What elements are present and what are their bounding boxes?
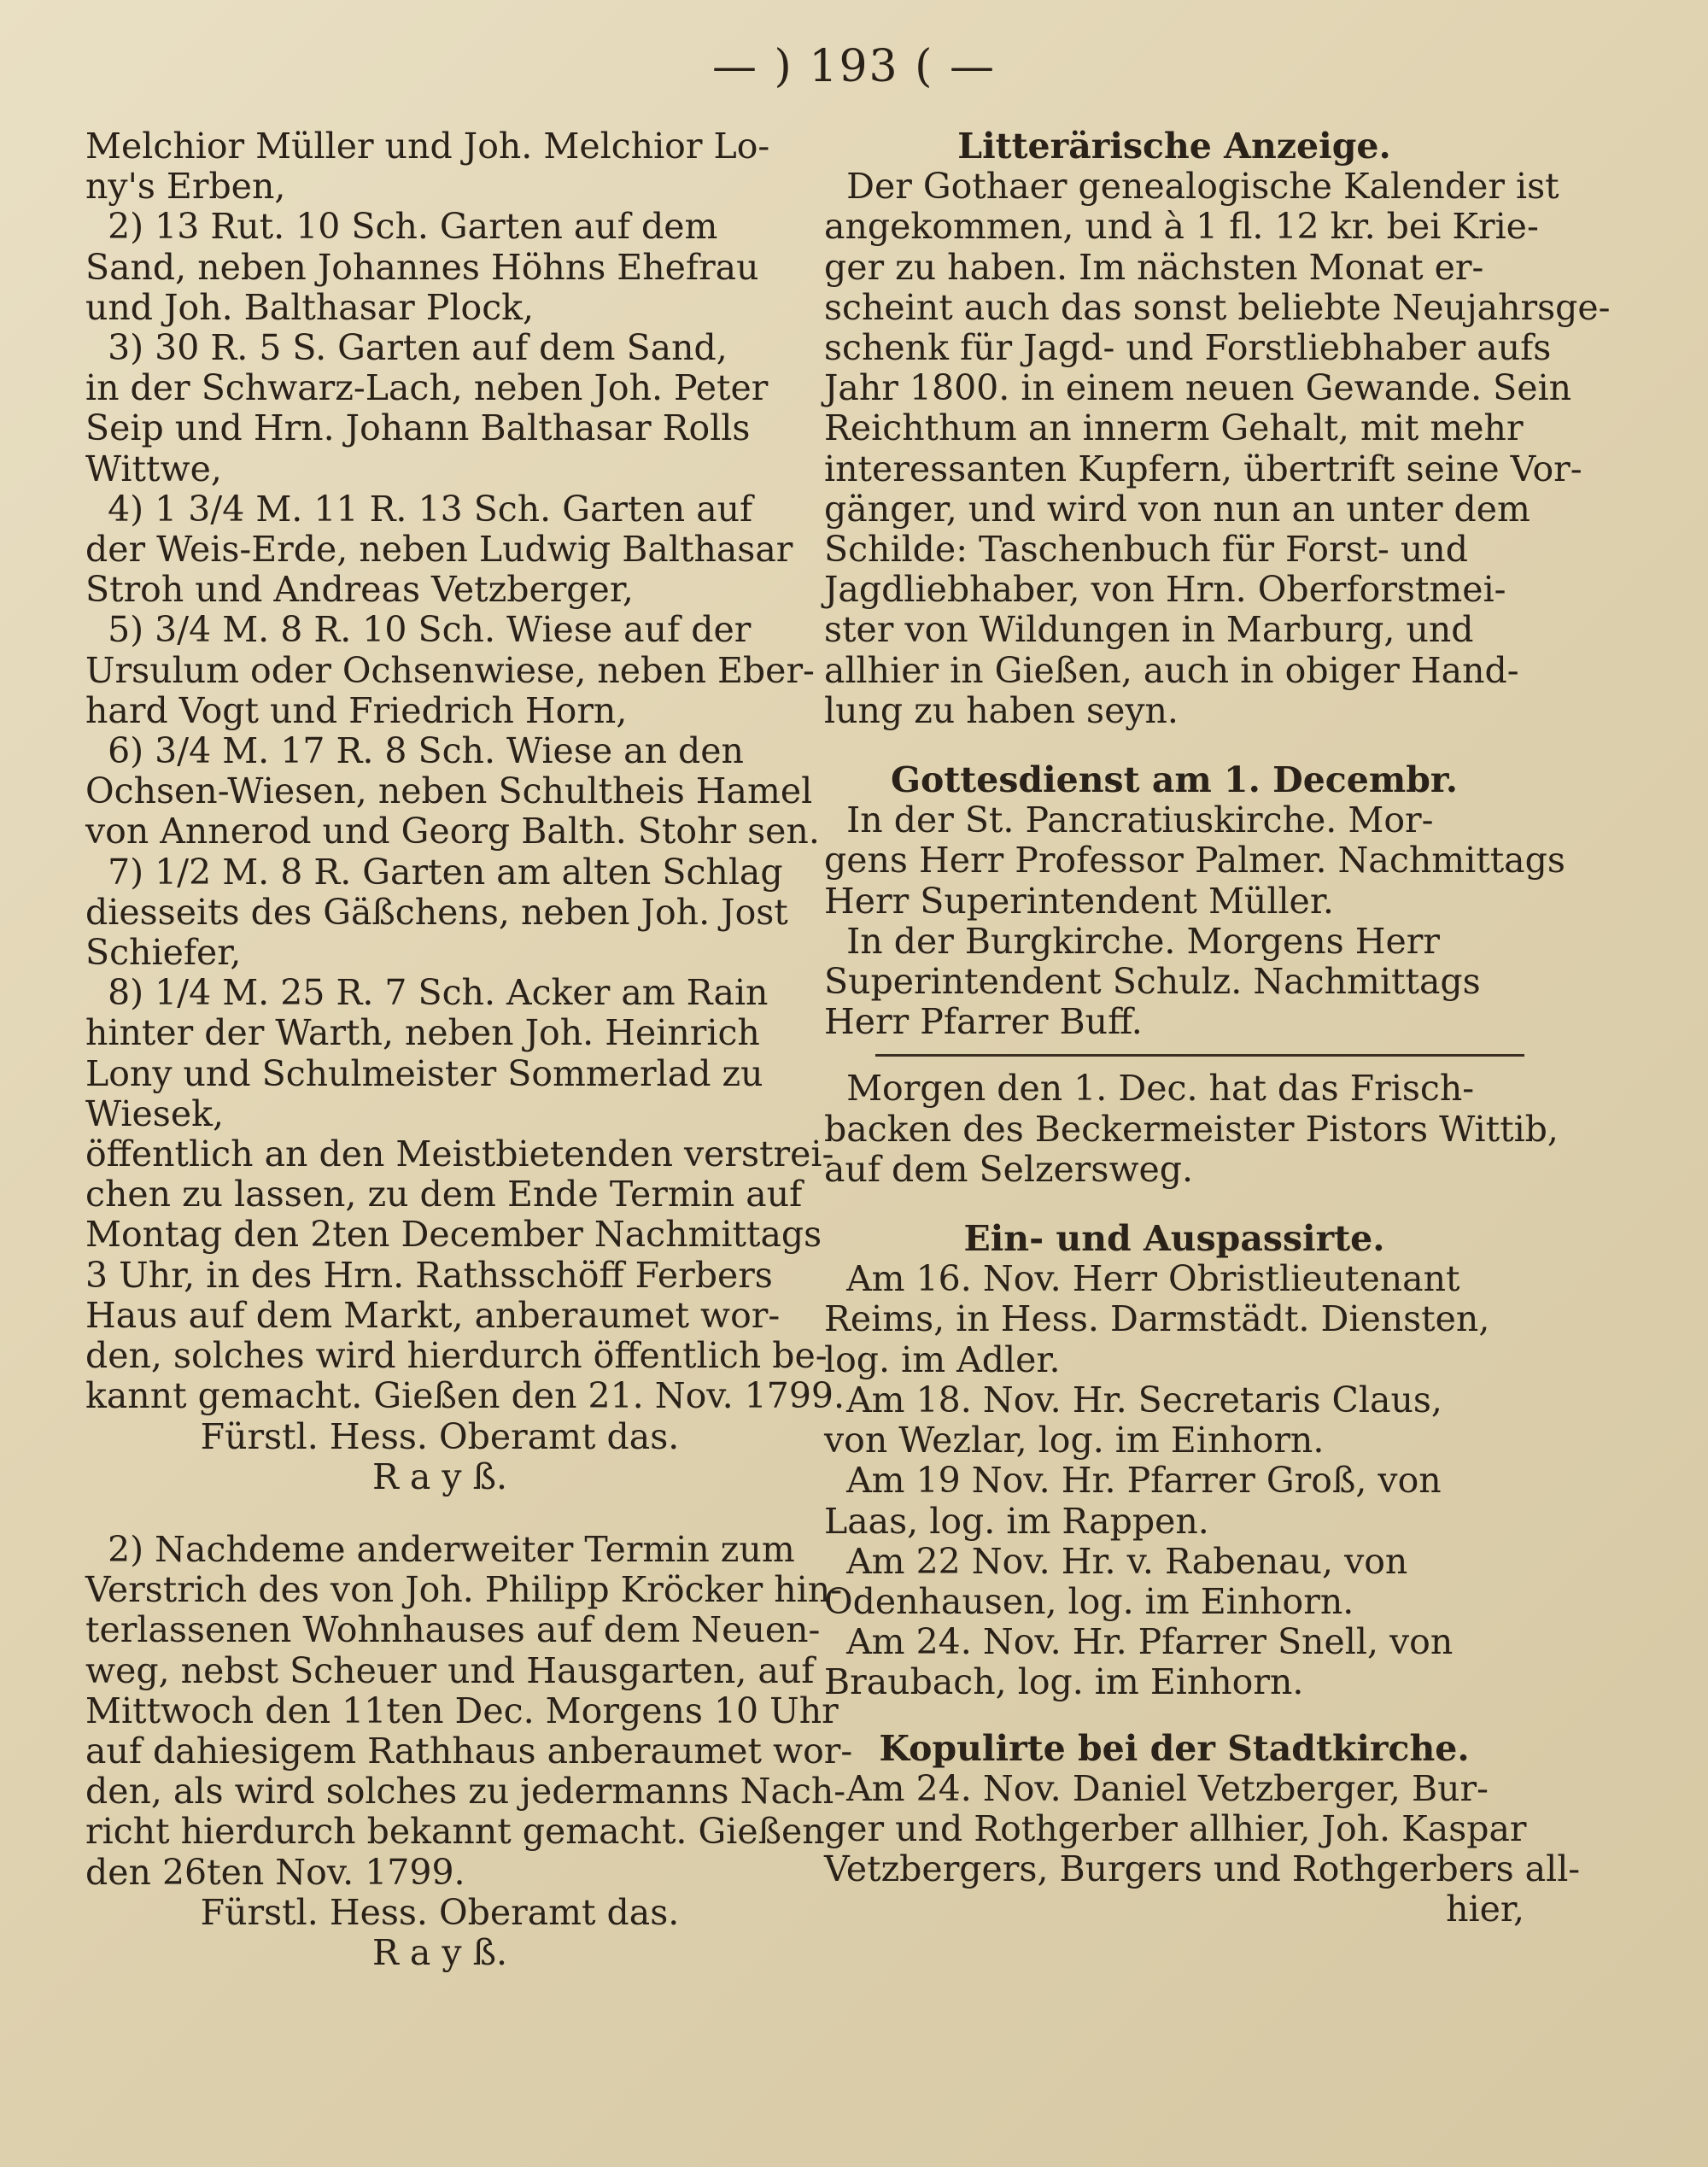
auction-notice-1 [85,126,845,1497]
church-service [824,759,1565,1043]
page-number: — ) 193 ( — [712,41,996,92]
text-line: Superintendent Schulz. Nachmittags [824,961,1481,1003]
text-line: Montag den 2ten December Nachmittags [85,1214,822,1256]
text-line: Am 22 Nov. Hr. v. Rabenau, von [824,1540,1408,1582]
text-line: chen zu lassen, zu dem Ende Termin auf [85,1174,803,1215]
text-line: terlassenen Wohnhauses auf dem Neuen- [85,1609,821,1651]
text-line: Am 16. Nov. Herr Obristlieutenant [824,1258,1460,1300]
text-line: 2) Nachdeme anderweiter Termin zum [85,1528,795,1570]
text-line: Melchior Müller und Joh. Melchior Lo- [85,126,770,167]
text-line: Seip und Hrn. Johann Balthasar Rolls [85,407,751,449]
text-line: Wittwe, [85,448,222,489]
text-line: Schiefer, [85,932,242,974]
text-line: Stroh und Andreas Vetzberger, [85,569,634,611]
text-line: In der Burgkirche. Morgens Herr [824,920,1440,962]
text-line: richt hierdurch bekannt gemacht. Gießen [85,1811,825,1853]
marriages-list [824,1727,1581,1930]
text-line: lung zu haben seyn. [824,689,1179,731]
text-line: den, als wird solches zu jedermanns Nach- [85,1771,846,1813]
text-line: Wiesek, [85,1092,224,1134]
divider [875,1054,1524,1057]
literary-notice [824,126,1611,731]
text-line: Herr Superintendent Müller. [824,880,1334,922]
text-line: öffentlich an den Meistbietenden verstrei- [85,1133,834,1175]
signature-name: R a y ß. [372,1931,507,1973]
text-line: schenk für Jagd- und Forstliebhaber aufs [824,327,1552,369]
text-line: der Weis-Erde, neben Ludwig Balthasar [85,529,793,571]
text-line: Jahr 1800. in einem neuen Gewande. Sein [824,367,1572,409]
section-heading: Kopulirte bei der Stadtkirche. [879,1727,1470,1769]
text-line: 3) 30 R. 5 S. Garten auf dem Sand, [85,327,728,369]
text-line: von Wezlar, log. im Einhorn. [824,1420,1325,1461]
text-line: Braubach, log. im Einhorn. [824,1661,1304,1703]
text-line: ger und Rothgerber allhier, Joh. Kaspar [824,1807,1527,1849]
text-line: 8) 1/4 M. 25 R. 7 Sch. Acker am Rain [85,972,769,1014]
text-line: den, solches wird hierdurch öffentlich be- [85,1335,828,1377]
text-line: Morgen den 1. Dec. hat das Frisch- [824,1068,1475,1110]
signature-office: Fürstl. Hess. Oberamt das. [200,1415,680,1457]
text-line: hard Vogt und Friedrich Horn, [85,689,628,731]
text-line: von Annerod und Georg Balth. Stohr sen. [85,811,820,852]
section-heading: Gottesdienst am 1. Decembr. [891,759,1458,801]
text-line: 3 Uhr, in des Hrn. Rathsschöff Ferbers [85,1254,773,1296]
text-line: Herr Pfarrer Buff. [824,1001,1143,1043]
text-line: auf dem Selzersweg. [824,1148,1194,1190]
text-line: Haus auf dem Markt, anberaumet wor- [85,1294,781,1336]
text-line: Odenhausen, log. im Einhorn. [824,1580,1354,1622]
section-heading: Ein- und Auspassirte. [963,1218,1385,1260]
right-column [824,126,1611,1930]
text-line: Reichthum an innerm Gehalt, mit mehr [824,407,1524,449]
section-heading: Litterärische Anzeige. [957,126,1391,167]
text-line: backen des Beckermeister Pistors Wittib, [824,1108,1559,1150]
text-line: auf dahiesigem Rathhaus anberaumet wor- [85,1730,853,1772]
text-line: kannt gemacht. Gießen den 21. Nov. 1799. [85,1375,845,1417]
text-line: Laas, log. im Rappen. [824,1500,1209,1542]
text-line: Schilde: Taschenbuch für Forst- und [824,529,1468,571]
text-line: scheint auch das sonst beliebte Neujahrsge- [824,286,1611,328]
text-line: Jagdliebhaber, von Hrn. Oberforstmei- [824,569,1506,611]
text-line: 2) 13 Rut. 10 Sch. Garten auf dem [85,206,718,248]
text-line: ger zu haben. Im nächsten Monat er- [824,246,1484,288]
text-line: Ursulum oder Ochsenwiese, neben Eber- [85,649,815,691]
text-line: Reims, in Hess. Darmstädt. Diensten, [824,1298,1490,1340]
text-line: allhier in Gießen, auch in obiger Hand- [824,649,1519,691]
text-line: diesseits des Gäßchens, neben Joh. Jost [85,891,788,933]
signature-office: Fürstl. Hess. Oberamt das. [200,1891,680,1933]
auction-notice-2 [85,1528,853,1973]
text-line: Am 24. Nov. Hr. Pfarrer Snell, von [824,1621,1454,1663]
text-line: gens Herr Professor Palmer. Nachmittags [824,840,1565,881]
text-line: 7) 1/2 M. 8 R. Garten am alten Schlag [85,851,783,893]
text-line: 4) 1 3/4 M. 11 R. 13 Sch. Garten auf [85,488,753,530]
signature-name: R a y ß. [372,1455,507,1497]
text-line: 5) 3/4 M. 8 R. 10 Sch. Wiese auf der [85,609,752,651]
text-line: Ochsen-Wiesen, neben Schultheis Hamel [85,770,813,812]
text-line: Lony und Schulmeister Sommerlad zu [85,1052,763,1094]
text-line: ster von Wildungen in Marburg, und [824,609,1474,651]
text-line: gänger, und wird von nun an unter dem [824,488,1530,530]
catchword: hier, [1446,1889,1524,1930]
text-line: Am 18. Nov. Hr. Secretaris Claus, [824,1379,1442,1420]
text-line: In der St. Pancratiuskirche. Mor- [824,799,1434,841]
travellers-list [824,1219,1524,1702]
text-line: angekommen, und à 1 fl. 12 kr. bei Krie- [824,206,1539,248]
bakery-notice [824,1068,1559,1190]
text-line: in der Schwarz-Lach, neben Joh. Peter [85,367,769,409]
text-line: Vetzbergers, Burgers und Rothgerbers all- [824,1848,1581,1890]
text-line: den 26ten Nov. 1799. [85,1851,465,1893]
text-line: Verstrich des von Joh. Philipp Kröcker hin- [85,1569,843,1611]
text-line: Am 24. Nov. Daniel Vetzberger, Bur- [824,1767,1489,1809]
left-column [85,126,853,1973]
text-line: und Joh. Balthasar Plock, [85,286,535,328]
text-line: 6) 3/4 M. 17 R. 8 Sch. Wiese an den [85,730,744,772]
text-line: ny's Erben, [85,166,286,208]
text-line: Sand, neben Johannes Höhns Ehefrau [85,246,759,288]
text-line: Mittwoch den 11ten Dec. Morgens 10 Uhr [85,1690,839,1731]
text-line: log. im Adler. [824,1338,1061,1380]
text-line: Am 19 Nov. Hr. Pfarrer Groß, von [824,1460,1442,1502]
text-line: Der Gothaer genealogische Kalender ist [824,166,1559,208]
text-line: interessanten Kupfern, übertrift seine Vor- [824,448,1582,489]
text-line: hinter der Warth, neben Joh. Heinrich [85,1012,760,1054]
text-line: weg, nebst Scheuer und Hausgarten, auf [85,1649,815,1691]
